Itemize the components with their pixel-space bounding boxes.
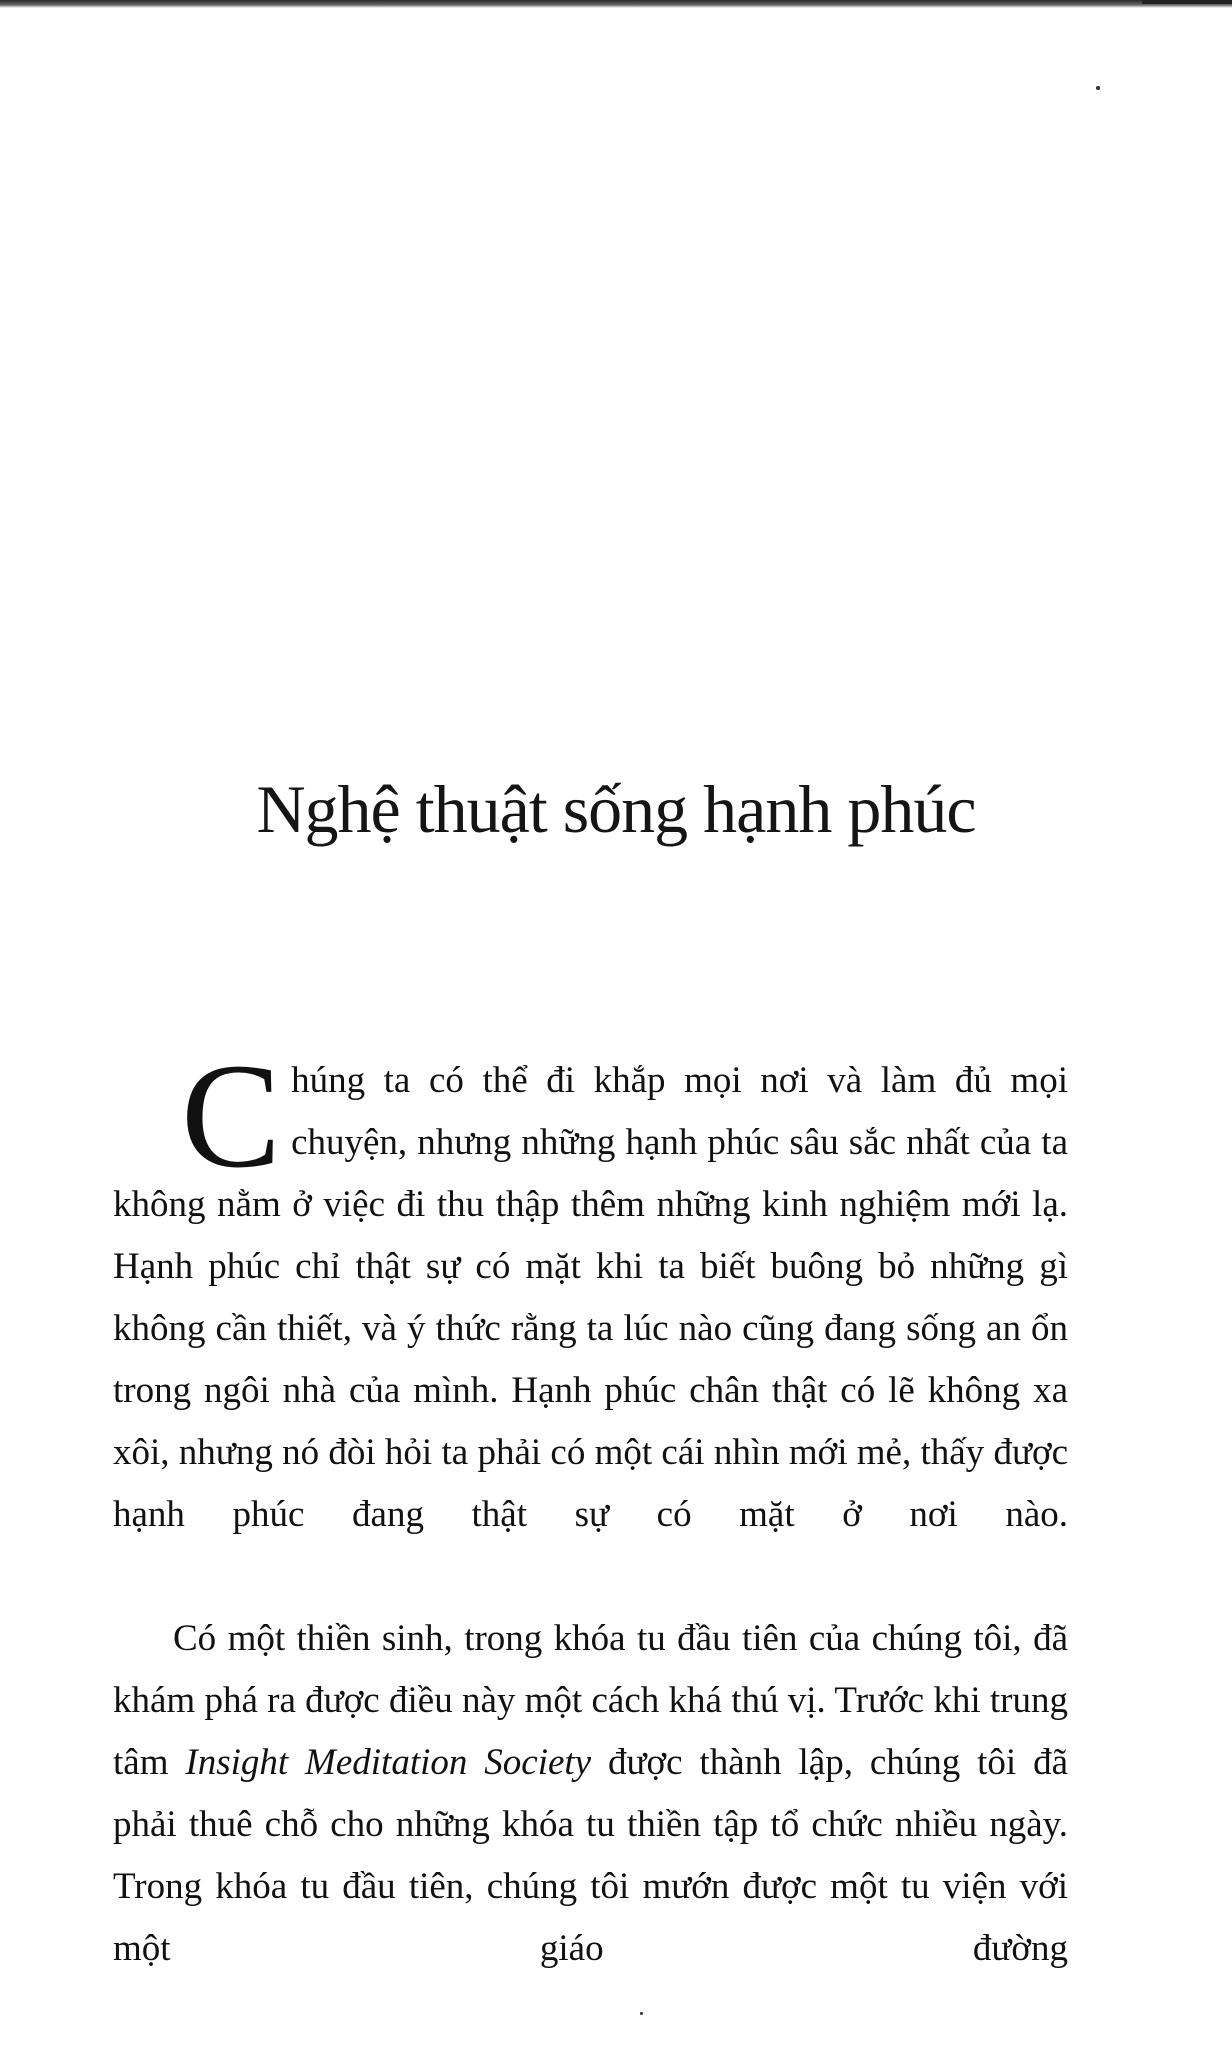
drop-cap: C bbox=[181, 1033, 282, 1199]
paragraph-second bbox=[113, 1608, 1068, 2042]
paragraph-first bbox=[113, 1033, 1068, 1608]
organization-name-italic: Insight Meditation Society bbox=[185, 1742, 592, 1783]
paragraph-second-text-after: được thành lập, chúng tôi đã phải thuê chỗ cho những khóa tu thiền tập tổ chức nhiều ngày. Trong khóa tu đầu tiên, chúng tôi mướn được một tu viện với một giáo đường bbox=[113, 1742, 1068, 1969]
paragraph-first-text: húng ta có thể đi khắp mọi nơi và làm đủ mọi chuyện, nhưng những hạnh phúc sâu sắc nhất của ta không nằm ở việc đi thu thập thêm những kinh nghiệm mới lạ. Hạnh phúc chỉ thật sự có mặt khi ta biết buông bỏ những gì không cần thiết, và ý thức rằng ta lúc nào cũng đang sống an ổn trong ngôi nhà của mình. Hạnh phúc chân thật có lẽ không xa xôi, nhưng nó đòi hỏi ta phải có một cái nhìn mới mẻ, thấy được hạnh phúc đang thật sự có mặt ở nơi nào. bbox=[113, 1060, 1068, 1535]
scan-edge-mark bbox=[1142, 0, 1232, 4]
scan-edge-shadow bbox=[0, 0, 1232, 8]
body-text bbox=[113, 1033, 1068, 2042]
chapter-title: Nghệ thuật sống hạnh phúc bbox=[256, 771, 976, 847]
scan-speck bbox=[1096, 86, 1100, 90]
paragraph-second-text-before: Có một thiền sinh, trong khóa tu đầu tiên của chúng tôi, đã khám phá ra được điều này một cách khá thú vị. Trước khi trung tâm bbox=[113, 1618, 1068, 1783]
